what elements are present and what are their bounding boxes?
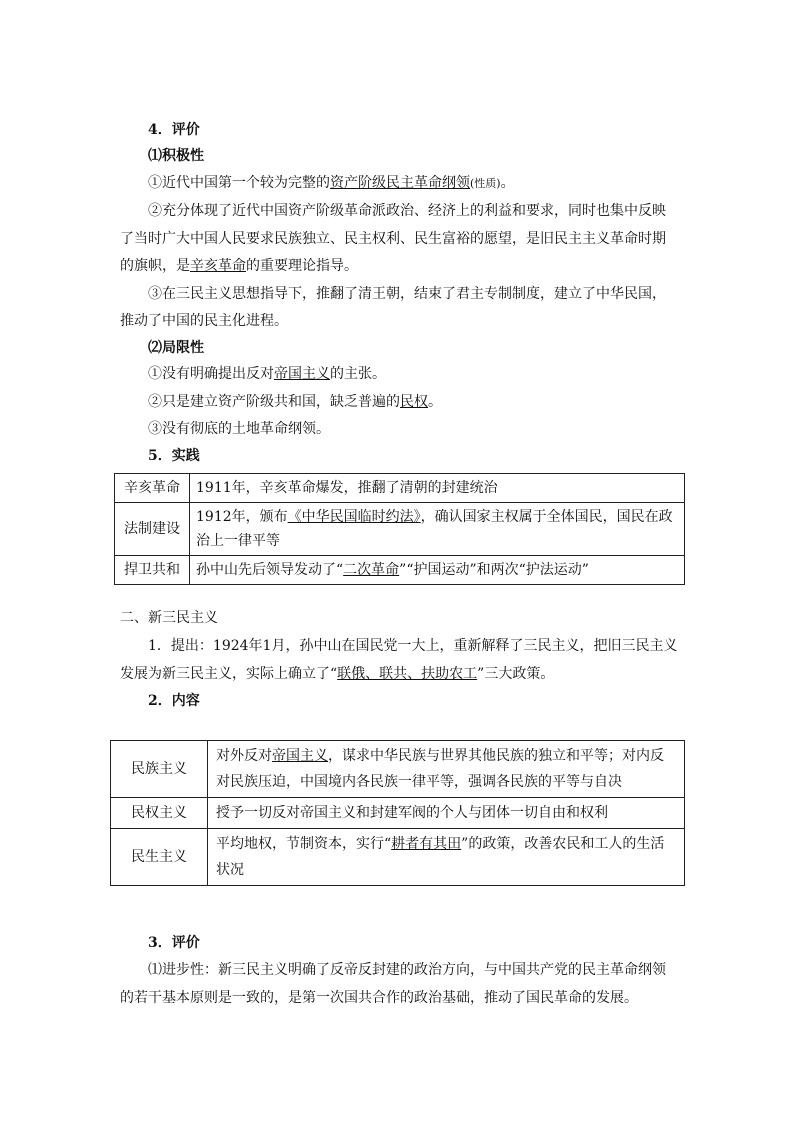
limitation-point-2 (148, 389, 718, 415)
limitation-point-1 (148, 361, 718, 387)
text-segment: ，确认国家主权属于全体国民，国民在政治上一律平等 (196, 509, 673, 549)
table-key-cell: 捍卫共和 (115, 556, 190, 585)
text-segment: ①没有明确提出反对 (148, 366, 274, 382)
text-segment: ”的政策，改善农民和工人的生活状况 (216, 836, 665, 878)
text-segment: ，谋求中华民族与世界其他民族的独立和平等；对内反对民族压迫，中国境内各民族一律平等，强调各民族的平等与自决 (216, 748, 664, 790)
table-key-cell: 法制建设 (115, 503, 190, 556)
section-2-title: 二、新三民主义 (120, 610, 218, 626)
note-text: (性质) (470, 177, 501, 190)
text-segment: 的主张。 (330, 366, 386, 382)
underlined-term: 联俄、联共、扶助农工 (337, 666, 478, 682)
text-segment: 发展为新三民主义，实际上确立了“ (120, 666, 338, 682)
limitation-heading: ⑵局限性 (148, 340, 204, 356)
table-key-cell: 民权主义 (111, 798, 208, 829)
table-key-cell: 民生主义 (111, 829, 208, 886)
table-value-cell: 1911年，辛亥革命爆发，推翻了清朝的封建统治 (190, 474, 685, 503)
text-segment: 授予一切反对帝国主义和封建军阀的个人与团体一切自由和权利 (216, 805, 608, 821)
underlined-term: 二次革命 (343, 562, 400, 578)
proposal-line-2 (120, 661, 690, 687)
evaluation-line-2: 的若干基本原则是一致的，是第一次国共合作的政治基础，推动了国民革命的发展。 (120, 990, 638, 1006)
table-row (111, 829, 685, 886)
table-key-cell: 辛亥革命 (115, 474, 190, 503)
table-row (115, 556, 685, 585)
text-segment: 的旗帜，是 (120, 258, 190, 274)
content-heading: 2．内容 (148, 693, 200, 709)
text-segment: ②只是建立资产阶级共和国，缺乏普遍的 (148, 394, 400, 410)
underlined-term: 帝国主义 (272, 748, 328, 764)
table-row (111, 798, 685, 829)
underlined-term: 资产阶级民主革命纲领 (330, 175, 470, 191)
content-table (110, 740, 685, 886)
table-value-cell (190, 556, 685, 585)
positive-heading: ⑴积极性 (148, 148, 204, 164)
table-value-cell (208, 798, 685, 829)
section-5-title: 5．实践 (148, 448, 200, 464)
practice-table (114, 473, 685, 585)
table-key-cell: 民族主义 (111, 741, 208, 798)
evaluation-heading: 3．评价 (148, 935, 200, 951)
text-segment: ”三大政策。 (477, 666, 555, 682)
underlined-term: 辛亥革命 (190, 258, 246, 274)
text-segment: 。 (428, 394, 442, 410)
underlined-term: 《中华民国临时约法》 (287, 509, 421, 525)
underlined-term: 民权 (400, 394, 428, 410)
section-4-title: 4．评价 (148, 122, 200, 138)
text-segment: 。 (500, 175, 515, 191)
positive-point-3-line-2: 推动了中国的民主化进程。 (120, 313, 288, 329)
table-row (115, 474, 685, 503)
table-value-cell (208, 741, 685, 798)
evaluation-line-1: ⑴进步性：新三民主义明确了反帝反封建的政治方向，与中国共产党的民主革命纲领 (148, 962, 666, 978)
positive-point-1 (148, 170, 718, 197)
table-value-cell (190, 503, 685, 556)
text-segment: 对外反对 (216, 748, 272, 764)
text-segment: 孙中山先后领导发动了“ (196, 562, 344, 578)
text-segment: 的重要理论指导。 (246, 258, 358, 274)
proposal-line-1: 1．提出：1924年1月，孙中山在国民党一大上，重新解释了三民主义，把旧三民主义 (148, 638, 678, 654)
text-segment: 平均地权，节制资本，实行“ (216, 836, 392, 852)
positive-point-2-line-2: 了当时广大中国人民要求民族独立、民主权利、民生富裕的愿望，是旧民主主义革命时期 (120, 231, 666, 247)
text-segment: 1912年，颁布 (196, 509, 288, 525)
positive-point-3-line-1: ③在三民主义思想指导下，推翻了清王朝，结束了君主专制制度，建立了中华民国， (148, 286, 666, 302)
underlined-term: 帝国主义 (274, 366, 330, 382)
positive-point-2-line-3 (120, 253, 690, 279)
table-value-cell (208, 829, 685, 886)
positive-point-2-line-1: ②充分体现了近代中国资产阶级革命派政治、经济上的利益和要求，同时也集中反映 (148, 203, 666, 219)
limitation-point-3: ③没有彻底的土地革命纲领。 (148, 421, 330, 437)
underlined-term: 耕者有其田 (391, 836, 462, 852)
table-row (115, 503, 685, 556)
text-segment: ”“护国运动”和两次“护法运动” (399, 562, 589, 578)
text-segment: ①近代中国第一个较为完整的 (148, 175, 330, 191)
table-row (111, 741, 685, 798)
